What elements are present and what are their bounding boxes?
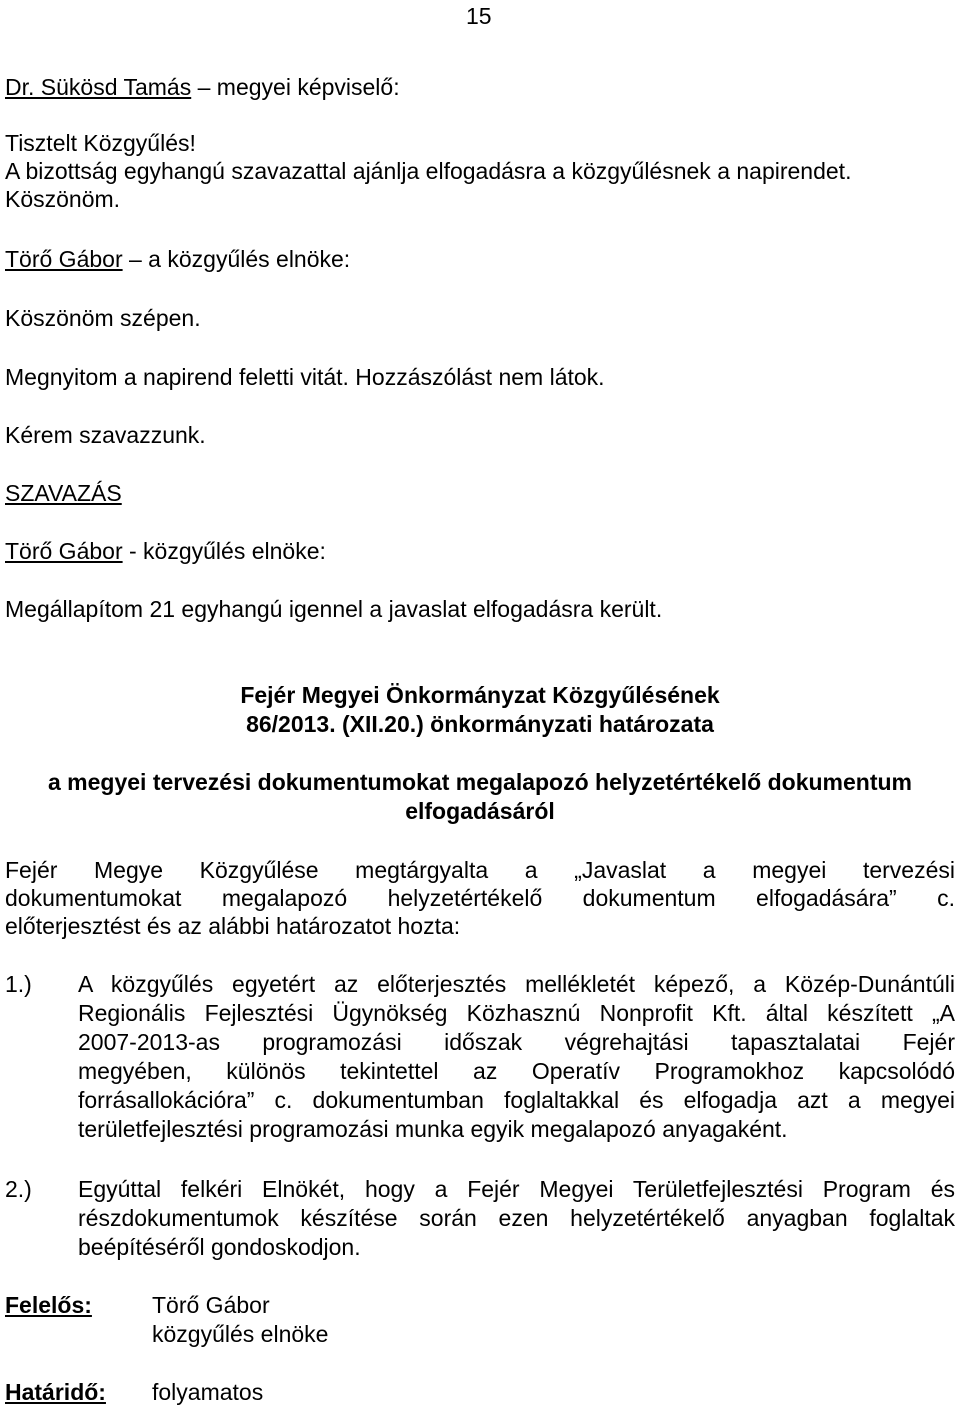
speaker-role: – a közgyűlés elnöke: [122,246,351,272]
paragraph: A bizottság egyhangú szavazattal ajánlja elfogadásra a közgyűlésnek a napirendet. [5,158,852,184]
resolution-subject-line-1: a megyei tervezési dokumentumokat megalapozó helyzetértékelő dokumentum [47,769,913,795]
speaker-role: – megyei képviselő: [191,74,400,100]
speaker-line [5,245,350,273]
item-line: területfejlesztési programozási munka egyik megalapozó anyagaként. [78,1116,788,1142]
paragraph: Köszönöm szépen. [5,305,201,331]
deadline-label: Határidő: [5,1379,106,1405]
item-line: 2007-2013-as programozási időszak végrehajtási tapasztalatai Fejér [78,1029,955,1055]
deadline-value: folyamatos [152,1379,264,1405]
intro-line: Fejér Megye Közgyűlése megtárgyalta a „Javaslat a megyei tervezési [5,857,955,883]
item-line: A közgyűlés egyetért az előterjesztés mellékletét képező, a Közép-Dunántúli [78,971,955,997]
paragraph: Megnyitom a napirend feletti vitát. Hozzászólást nem látok. [5,364,605,390]
item-line: beépítéséről gondoskodjon. [78,1234,361,1260]
intro-line: előterjesztést és az alábbi határozatot hozta: [5,913,461,939]
speaker-name: Törő Gábor [5,538,123,564]
item-line: megyében, különös tekintettel az Operatív Programokhoz kapcsolódó [78,1058,955,1084]
responsible-title: közgyűlés elnöke [152,1321,329,1347]
paragraph: Kérem szavazzunk. [5,422,206,448]
item-number: 1.) [5,971,32,997]
resolution-title-line-2: 86/2013. (XII.20.) önkormányzati határozata [246,711,714,737]
speaker-line [5,73,400,101]
page-number: 15 [466,3,492,29]
vote-heading: SZAVAZÁS [5,480,122,506]
item-line: Egyúttal felkéri Elnökét, hogy a Fejér Megyei Területfejlesztési Program és [78,1176,955,1202]
speaker-line [5,537,326,565]
item-line: Regionális Fejlesztési Ügynökség Közhasznú Nonprofit Kft. által készített „A [78,1000,955,1026]
resolution-subject-line-2: elfogadásáról [405,798,555,824]
intro-line: dokumentumokat megalapozó helyzetértékelő dokumentum elfogadására” c. [5,885,955,911]
speaker-role: - közgyűlés elnöke: [122,538,326,564]
speaker-name: Dr. Sükösd Tamás [5,74,192,100]
paragraph: Tisztelt Közgyűlés! [5,130,196,156]
item-line: forrásallokációra” c. dokumentumban foglaltakkal és elfogadja azt a megyei [78,1087,955,1113]
paragraph: Köszönöm. [5,186,121,212]
speaker-name: Törő Gábor [5,246,123,272]
responsible-label: Felelős: [5,1292,92,1318]
responsible-name: Törő Gábor [152,1292,270,1318]
item-number: 2.) [5,1176,32,1202]
item-line: részdokumentumok készítése során ezen helyzetértékelő anyagban foglaltak [78,1205,955,1231]
resolution-title-line-1: Fejér Megyei Önkormányzat Közgyűlésének [240,682,720,708]
paragraph: Megállapítom 21 egyhangú igennel a javaslat elfogadásra került. [5,596,663,622]
